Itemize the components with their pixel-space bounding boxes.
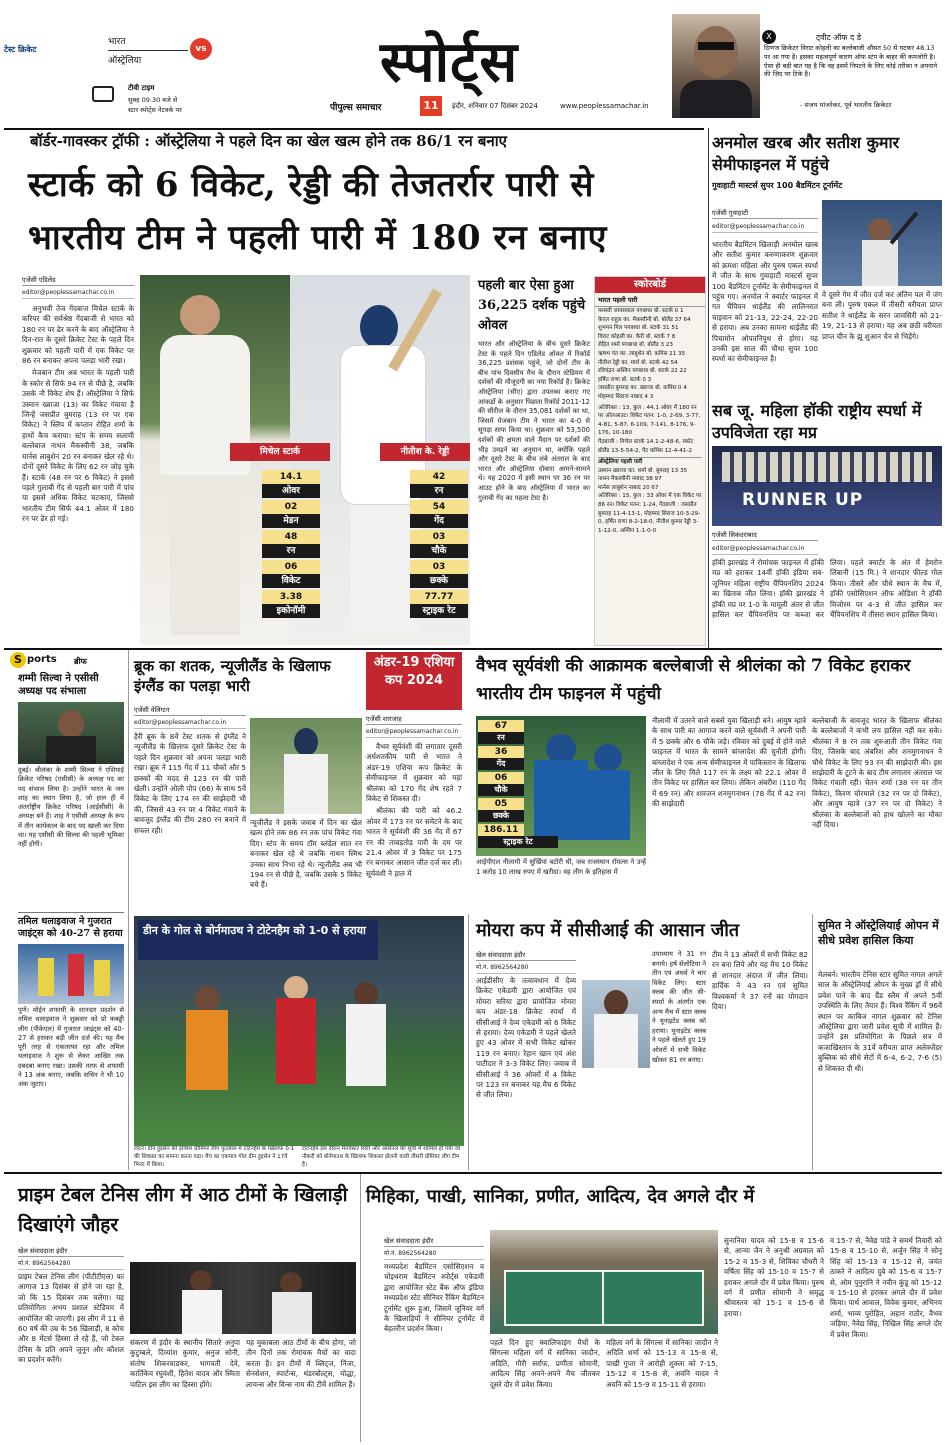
brief-1-body: दुबई। श्रीलंका के शम्मी सिल्वा ने एशियाई क्रिकेट परिषद (एसीसी) के अध्यक्ष पद का पद संभाल लिया है। उन्होंने भारत के जय शाह का स्थान लिया है, जो हाल ही में अंतर्राष्ट्रीय क्रिकेट परिषद (आईसीसी) के अध्यक्ष बने हैं। शाह ने एसीसी अध्यक्ष के रूप में तीन कार्यकाल के बाद पद खाली कर दिया था। यह एसीसी की सिल्वा की पहली भूमिका नहीं होगी। bbox=[18, 766, 124, 849]
player-photo bbox=[582, 980, 650, 1068]
shammi-silva-photo bbox=[18, 702, 124, 764]
badminton-headline: अनमोल खरब और सतीश कुमार सेमीफाइनल में पहुंचे bbox=[712, 133, 900, 174]
aus-total: अतिरिक्त : 15, कुल : 33 ओवर में एक विकेट पर 86 रन। विकेट पतन: 1-24, गेंदबाजी : जसप्रीत बुमराह 11-4-13-1, मोहम्मद सिराज 10-3-29-0, हर्षित राणा 8-2-18-0, नीतीश कुमार रेड्डी 3-1-12-0, अश्विन 1-1-0-0 bbox=[598, 493, 702, 534]
table-tennis-photo bbox=[130, 1262, 356, 1334]
u19-stat-label: गेंद bbox=[478, 758, 524, 770]
batting-row: ऋषभ पंत का. लाबुशेन बो. कमिंस 21 35 bbox=[598, 350, 686, 357]
batting-row: हर्षित राणा बो. स्टार्क 0 3 bbox=[598, 376, 652, 383]
kabaddi-photo bbox=[18, 944, 124, 1004]
sports-brief-logo: S bbox=[10, 652, 26, 668]
badm2-headline: मिहिका, पाखी, सानिका, प्रणीत, आदित्य, देव अगले दौर में bbox=[366, 1186, 755, 1207]
badminton-subhead: गुवाहाटी मास्टर्स सुपर 100 बैडमिंटन टूर्नामेंट bbox=[712, 181, 843, 190]
reddy-stat-label: चौके bbox=[410, 544, 468, 558]
moira-phone: मो.नं. 8962564280 bbox=[476, 962, 576, 974]
section-label: टेस्ट क्रिकेट bbox=[4, 45, 37, 54]
lead-body-para: मेजबान टीम अब भारत के पहली पारी के स्कोर से सिर्फ 94 रन से पीछे है, जबकि उसके नौ विकेट शेष हैं। ऑस्ट्रेलिया ने सिर्फ उस्मान ख्वाजा (13) का विकेट गंवाया है जिन्हें जसप्रीत बुमराह (13 रन पर एक विकेट) ने स्लिप में कप्तान रोहित शर्मा के हाथों कैच कराया। स्टंप के समय सलामी बल्लेबाज नाथन मैकस्वीनी 38, जबकि मार्नस लाबुशेन 20 रन बनाकर खेल रहे थे। दोनों दूसरे विकेट के लिए 62 रन जोड़ चुके हैं। स्टार्क (48 रन पर 6 विकेट) ने इससे पहले गुलाबी गेंद से पहली बार पारी में पांच या इससे अधिक विकेट चटकाए, जिससे भारतीय टीम सिर्फ 44.1 ओवर में 180 रन पर ढेर हो गई। bbox=[22, 368, 134, 524]
scoreboard-extras: अतिरिक्त : 13, कुल : 44.1 ओवर में 180 रन पर ऑलआउट। विकेट पतन: 1-0, 2-69, 3-77, 4-81, 5-87, 6-109, 7-141, 8-176, 9-176, 10-180 bbox=[598, 404, 701, 437]
prime-phone: मो.नं. 8962564280 bbox=[18, 1258, 124, 1270]
moira-body-2b bbox=[582, 1072, 706, 1170]
aus-row: नाथन मैकस्वीनी नाबाद 38 97 bbox=[598, 476, 662, 483]
scoreboard-header: भारत पहली पारी bbox=[595, 293, 705, 307]
prime-headline: प्राइम टेबल टेनिस लीग में आठ टीमों के खिलाड़ी दिखाएंगे जौहर bbox=[18, 1184, 348, 1236]
prime-body-2: संकरण में इंदौर के स्थानीय सितारे अनुपा कुटुम्बले, दिव्यांश कुमार, अनुज सोनी, संतोष शिकरवाडकर, भागवती देवे, कार्तिकेय रघुवंशी, हितेश यादव और स्मिता पाटिल इस लीग का हिस्सा होंगे। bbox=[130, 1338, 240, 1389]
hockey-body: हॉकी झारखंड ने रोमांचक फाइनल में हॉकी मप्र को हराकर 14वीं हॉकी इंडिया सब-जूनियर महिला राष्ट्रीय चैंपियनशिप 2024 का खिताब जीत लिया। हॉकी झारखंड ने हॉकी मप्र पर 1-0 के मामूली अंतर से जीत हासिल कर चैंपियनशिप पर कब्जा कर लिया। पहले क्वार्टर के अंत में हेमरोन लिंबानी (15 मि.) ने शानदार फील्ड गोल किया। तीसरे और चौथे स्थान के मैच में, हॉकी एसोसिएशन ऑफ ओडिशा ने हॉकी मिजोरम पर 4-3 से जीत हासिल कर चैंपियनशिप में तीसरा स्थान हासिल किया। bbox=[712, 558, 942, 620]
website: www.peoplessamachar.in bbox=[560, 102, 649, 110]
starc-stat-value: 06 bbox=[262, 560, 320, 574]
oval-crowd-body: भारत और ऑस्ट्रेलिया के बीच दूसरे क्रिकेट टेस्ट के पहले दिन एडिलेड ओवल में रिकॉर्ड 36,225 प्रशंसक पहुंचे, जो दोनों टीम के बीच पांच दिवसीय मैच के दौरान स्टेडियम में दर्शकों की मौजूदगी का नया रिकॉर्ड है। क्रिकेट ऑस्ट्रेलिया (सीए) द्वारा उपलब्ध कराए गए आंकड़ों के अनुसार पिछला रिकॉर्ड 2011-12 की सीरीज के दौरान 35,081 दर्शकों का था, जिसमें मेजबान टीम ने भारत का 4-0 से सूपड़ा साफ किया था। शुक्रवार को 53,500 दर्शकों की क्षमता वाले मैदान पर दर्शकों की भीड़ उमड़ने का अनुमान था, क्योंकि पहले और दूसरे टेस्ट के बीच लंबे अंतराल के बाद भारत और ऑस्ट्रेलिया दोबारा आमने-सामने थे। यह 2020 में इसी स्थान पर 36 रन पर आउट होने के बाद ऑस्ट्रेलिया में भारत का गुलाबी गेंद का पहला टेस्ट है। bbox=[478, 340, 590, 502]
u19-body-1 bbox=[366, 742, 462, 912]
masthead bbox=[0, 0, 945, 128]
prime-byline: खेल संवाददाता इंदौर bbox=[18, 1246, 124, 1257]
hockey-headline: सब जू. महिला हॉकी राष्ट्रीय स्पर्धा में उपविजेता रहा मप्र bbox=[712, 401, 922, 442]
batting-row: केएल राहुल का. मैकस्वीनी बो. बोलैंड 37 64 bbox=[598, 316, 691, 323]
u19-headline: वैभव सूर्यवंशी की आक्रामक बल्लेबाजी से श्रीलंका को 7 विकेट हराकर भारतीय टीम फाइनल में पहुंची bbox=[476, 656, 911, 704]
vs-badge: vs bbox=[190, 38, 212, 60]
brief-2-headline: तमिल थलाइवाज ने गुजरात जाइंट्स को 40-27 से हराया bbox=[18, 916, 123, 939]
tweet-author: - संजय मांजरेकर, पूर्व भारतीय क्रिकेटर bbox=[800, 101, 892, 109]
runner-up-banner: RUNNER UP bbox=[742, 490, 864, 510]
reddy-stat-label: गेंद bbox=[410, 514, 468, 528]
u19-para: वैभव सूर्यवंशी की लगातार दूसरी अर्धशतकीय पारी से भारत ने अंडर-19 एशिया कप क्रिकेट के सेमीफाइनल में शुक्रवार को यहां श्रीलंका को 170 गेंद शेष रहते 7 विकेट से शिकस्त दी। bbox=[366, 742, 462, 804]
u19-stat-value: 06 bbox=[478, 772, 524, 784]
u19-stat-label: रन bbox=[478, 732, 524, 744]
sports-brief-logo-text: ports bbox=[27, 654, 57, 665]
badm2-byline: खेल संवाददाता इंदौर bbox=[384, 1236, 484, 1247]
u19-stat-value: 186.11 bbox=[478, 824, 524, 836]
starc-stat-value: 02 bbox=[262, 500, 320, 514]
moira-body-3: टीम ने 13 ओवरों में सभी विकेट 82 रन बना लिये और यह मैच 10 विकेट से शानदार अंदाज में जीत लिया। हार्दिक ने 43 रन एवं सुमित विश्वकर्मा ने 37 रनों का योगदान दिया। bbox=[712, 950, 808, 1012]
page-title: स्पोर्ट्स bbox=[380, 29, 519, 95]
badm2-body-3: महिला वर्ग के सिंगल्स में सानिका जादौन ने अदिति शर्मा को 15-13 व 15-8 से, पाखी गुप्ता ने आरोही शुक्ला को 7-15, 15-12 व 15-8 से, अवनि यादव ने अवनि को 15-9 व 15-11 से हराया। bbox=[606, 1338, 718, 1389]
batting-row: रोहित शर्मा पगबाधा बो. बोलैंड 3 23 bbox=[598, 342, 673, 349]
moira-body-1: आईडीसीए के तत्वावधान में देव्य क्रिकेट एकेडमी द्वारा आयोजित एवं मोयरा सरिया द्वारा प्रायोजित मोयरा कप अंडर-18 क्रिकेट स्पर्धा में सीसीआई ने देव्य एकेडमी को 6 विकेट से हराया। देव्य एकेडमी ने पहले खेलते हुए 43 ओवर में सभी विकेट खोकर 119 रन बनाए। रेहान खान एवं अंश पाटीदार ने 3-3 विकेट लिए। जवाब में सीसीआई ने 36 ओवरों में 4 विकेट पर 123 रन बनाकर यह मैच 6 विकेट से जीत लिया। bbox=[476, 976, 576, 1100]
sumit-headline: सुमित ने ऑस्ट्रेलियाई ओपन में सीधे प्रवेश हासिल किया bbox=[818, 919, 939, 947]
tv-channel: स्टार स्पोर्ट्स नेटवर्क पर bbox=[128, 106, 182, 114]
u19-stat-label: छक्के bbox=[478, 810, 524, 822]
brief-2-body: पुणे। मोईन शफाघी के शानदार प्रदर्शन से तमिल थलाइवाज ने शुक्रवार को प्रो कबड्डी लीग (पीकेएल) में गुजरात जाइंट्स को 40-27 से हराकर बड़ी जीत दर्ज की। यह मैच पूरी तरह से एकतरफा रहा और तमिल थलाइवाज ने शुरू से लेकर आखिर तक दबदबा बनाए रखा। उसकी तरफ से शफाघी ने 13 अंक बनाए, जबकि सचिन ने भी 10 अंक जुटाए। bbox=[18, 1006, 124, 1089]
starc-stat-value: 48 bbox=[262, 530, 320, 544]
u19-title: अंडर-19 एशिया कप 2024 bbox=[366, 652, 462, 710]
reddy-stat-label: स्ट्राइक रेट bbox=[410, 604, 468, 618]
tweet-label: ट्वीट ऑफ द डे bbox=[816, 33, 862, 42]
lead-headline-2: भारतीय टीम ने पहली पारी में 180 रन बनाए bbox=[28, 218, 607, 258]
moira-byline: खेल संवाददाता इंदौर bbox=[476, 950, 576, 961]
hockey-byline: एजेंसी सिकंदराबाद bbox=[712, 530, 818, 541]
lead-body bbox=[22, 304, 134, 644]
brook-body-2: न्यूजीलैंड ने इसके जवाब में दिन का खेल खत्म होने तक 86 रन तक पांच विकेट गंवा दिए। स्टंप के समय टॉम ब्लंडेल सात रन बनाकर खेल रहे थे जबकि नाथन स्मिथ उनका साथ निभा रहे थे। न्यूजीलैंड अब भी 194 रन से पीछे है, जबकि उसके 5 विकेट बचे हैं। bbox=[250, 818, 362, 890]
brand-logo: पीपुल्स समाचार bbox=[330, 103, 382, 113]
moira-body-2: उपाध्याय ने 31 रन बनाये। हर्ष सेलोटिया ने तीन एवं अथर्व ने चार विकेट लिए। स्टार क्लब की जीत सी-स्पर्धा के अंतर्गत एक अन्य मैच में स्टार क्लब ने यूनाइटेड क्लब को हराया। यूनाइटेड क्लब ने पहले खेलते हुए 19 ओवरों में सभी विकेट खोकर 81 रन बनाए। bbox=[652, 950, 706, 1064]
badminton-email: editor@peoplessamachar.co.in bbox=[712, 222, 818, 233]
badminton-body-2: वे दूसरे गेम में जीत दर्ज कर अंतिम पल में जंग बना ली। पुरुष एकल में तीसरी वरीयता प्राप्त सतीश ने थाईलैंड के सरन जामसिरी को 21-19, 21-13 से हराया। यह अब छठी वरीयता प्राप्त चीन के झू शुआन चेन से भिड़ेंगे। bbox=[822, 290, 942, 341]
tv-time-label: टीवी टाइम bbox=[128, 84, 155, 92]
scoreboard-title: स्कोरबोर्ड bbox=[595, 277, 705, 293]
u19-col-3: नीलामी में उतरने वाले सबसे युवा खिलाड़ी बने। आयुष म्हात्रे के साथ पारी का आगाज करने वाले सूर्यवंशी ने अपनी पारी में 5 छक्के और 6 चौके जड़े। रविवार को दुबई में होने वाले फाइनल में भारत के सामने बांग्लादेश की चुनौती होगी। बांग्लादेश ने एक अन्य सेमीफाइनल में पाकिस्तान के खिलाफ जीत के लिए मिले 117 रन के लक्ष्य को 22.1 ओवर में तीन विकेट पर हासिल कर लिया। लेकिन अंबरीश (110 गेंद में 69 रन) और शारजन शनमुगनाथन (78 गेंद में 42 रन) की साझेदारी bbox=[652, 716, 806, 809]
starc-stat-label: ओवर bbox=[262, 484, 320, 498]
dateline: इंदौर, शनिवार 07 दिसंबर 2024 bbox=[452, 102, 538, 110]
brook-email: editor@peoplessamachar.co.in bbox=[134, 718, 246, 729]
badminton-photo bbox=[822, 200, 942, 286]
badminton-court-photo bbox=[490, 1230, 718, 1334]
team1-label: भारत bbox=[108, 37, 126, 47]
batting-row: विराट कोहली का. कैरी बो. स्टार्क 7 8 bbox=[598, 333, 676, 340]
badm2-body-2: पहले दिन हुए क्वालिफाइंग मैचों के सिंगल्स महिला वर्ग में सानिका जादौन, अदिति, गौरी सर्राफ, प्रणीता सोमानी, आदित्य सिंह अपने-अपने मैच जीतकर दूसरे दौर में प्रवेश किया। bbox=[490, 1338, 600, 1389]
batting-row: नीतीश रेड्डी का. मार्श बो. स्टार्क 42 54 bbox=[598, 359, 678, 366]
brook-photo bbox=[250, 718, 362, 814]
badm2-phone: मो.नं. 8962564280 bbox=[384, 1248, 484, 1260]
lead-email: editor@peoplessamachar.co.in bbox=[22, 288, 134, 299]
u19-byline: एजेंसी शारजाह bbox=[366, 714, 462, 725]
badm2-body-1: मध्यप्रदेश बैडमिंटन एसोसिएशन व चोइथराम बैडमिंटन स्पोर्ट्स एकेडमी द्वारा आयोजित स्टेट बैंक ऑफ इंडिया मध्यप्रदेश स्टेट सीनियर रैंकिंग बैडमिंटन टूर्नामेंट शुरू हुआ, जिसमें जूनियर वर्ग के खिलाड़ियों ने सीनियर टूर्नामेंट में बेहतरीन प्रदर्शन किया। bbox=[384, 1262, 484, 1334]
scoreboard bbox=[594, 276, 706, 646]
u19-caption: आईपीएल नीलामी में सुर्खियां बटोरी थी, जब राजस्थान रॉयल्स ने उन्हें 1 करोड़ 10 लाख रुपए में खरीदा। वह लीग के इतिहास में bbox=[476, 858, 646, 876]
reddy-stat-value: 42 bbox=[410, 470, 468, 484]
u19-email: editor@peoplessamachar.co.in bbox=[366, 727, 462, 738]
badm2-body-4: सुनानिया यादव को 15-8 व 15-6 से, आन्या जैन ने अनुश्री अग्रवाल को 15-2 व 15-3 से, शिविका चौधरी ने वर्षिता सिंह को 15-10 व 15-7 से हराकर अगले दौर में प्रवेश किया। पुरुष वर्ग में प्रणीत सोमानी ने समृद्ध श्रीवास्तव को 15-1 व 15-6 से हराया। bbox=[724, 1236, 824, 1318]
brook-headline: ब्रूक का शतक, न्यूजीलैंड के खिलाफ इंग्लैंड का पलड़ा भारी bbox=[134, 657, 331, 695]
batting-row: जसप्रीत बुमराह का. ख्वाजा बो. कमिंस 0 4 bbox=[598, 385, 687, 392]
lead-headline-1: स्टार्क को 6 विकेट, रेड्डी की तेजतर्रार पारी से bbox=[28, 165, 594, 205]
badm2-body-5: व 15-7 से, नैवेद्य पांडे ने समर्थ तिवारी को 15-8 व 15-10 से, अर्जुन सिंह ने सोनू सिंह को 15-13 व 15-12 से, जयंत ठाकरे ने आदित्य दुबे को 15-6 व 15-7 से, ओम पुनुरानि ने नवीन कुंडू को 15-12 व 15-10 से हराकर अगले दौर में प्रवेश किया। पार्थ आवाल, विवेक कुमार, अभिनय शर्मा, भाव्य पुरोहित, अहान राठौर, वैभव जड़िया, नैवेद्य सिंह, निखिल सिंह अगले दौर में प्रवेश किया। bbox=[830, 1236, 942, 1339]
page-number: 11 bbox=[420, 96, 442, 116]
hockey-photo bbox=[712, 446, 942, 526]
tv-icon bbox=[92, 86, 114, 102]
brook-body-1: हैरी ब्रूक के 8वें टेस्ट शतक से इंग्लैंड ने न्यूजीलैंड के खिलाफ दूसरे क्रिकेट टेस्ट के पहले दिन शुक्रवार को अपना पलड़ा भारी रखा। ब्रूक ने 115 गेंद में 11 चौकों और 5 छक्कों की मदद से 123 रन की पारी खेली। उन्होंने ओली पोप (66) के साथ 5वें विकेट के लिए 174 रन की साझेदारी भी की, जिससे 43 रन पर 4 विकेट गंवाने के बावजूद इंग्लैंड की टीम 280 रन बनाने में सफल रही। bbox=[134, 732, 246, 835]
moira-headline: मोयरा कप में सीसीआई की आसान जीत bbox=[476, 920, 740, 941]
reddy-caption: नीतीश के. रेड्डी bbox=[380, 443, 470, 461]
x-logo-icon: X bbox=[762, 30, 776, 44]
badminton-byline: एजेंसी गुवाहाटी bbox=[712, 208, 818, 219]
u19-stat-value: 67 bbox=[478, 720, 524, 732]
u19-stat-label: चौके bbox=[478, 784, 524, 796]
prime-body-1: प्राइम टेबल टेनिस लीग (पीटीटीएल) का आगाज 13 दिसंबर से होने जा रहा है, जो कि 15 दिसंबर तक चलेगा। यह प्रतियोगिता अभय प्रशाल स्टेडियम में आयोजित की जाएगी। इस लीग में 11 से 60 वर्ष की उम्र के 56 खिलाड़ी, 8 कोच और 8 मेंटर्स हिस्सा ले रहे हैं, जो टेबल टेनिस के प्रति अपने जुनून और कौशल का प्रदर्शन करेंगे। bbox=[18, 1272, 124, 1365]
lead-byline: एजेंसी एडिलेड bbox=[22, 275, 134, 286]
starc-stat-label: रन bbox=[262, 544, 320, 558]
football-caption-2: टोटेनहैम इस दौरान मैनचेस्टर सिटी और आर्सनल की सूची में शामिल हो गया जो नौकरी को बोर्नमाउथ के खिलाफ शिकस्त झेलनी वाली तीसरी प्रीमियर लीग टीम है। bbox=[302, 1146, 461, 1168]
tweet-text: दिग्गज क्रिकेटर विराट कोहली का बल्लेबाजी औसत 50 से घटकर 48.13 पर आ गया है। इसका महत्वपूर्ण कारण ऑफ स्टंप के बाहर की कमजोरी है। ऐसा ही बड़ी बात यह है कि वह इसमें निपटने के लिए कोई तरीका न अपनाने की ज़िद पर टिके है। bbox=[764, 44, 937, 79]
u19-stat-value: 36 bbox=[478, 746, 524, 758]
sports-brief-label: ब्रीफ bbox=[74, 657, 87, 666]
scoreboard-rows bbox=[595, 307, 705, 535]
tv-time: सुबह 09.30 बजे से bbox=[128, 96, 178, 104]
u19-para: श्रीलंका की पारी को 46.2 ओवर में 173 रन पर समेटने के बाद भारत ने सूर्यवंशी की 36 गेंद में 67 रन की ताबड़तोड़ पारी के दम पर 21.4 ओवर में 3 विकेट पर 175 रन बनाकर आसान जीत दर्ज कर ली। सूर्यवंशी ने हाल में bbox=[366, 806, 462, 878]
tweet-author-photo bbox=[672, 14, 760, 118]
badminton-body: भारतीय बैडमिंटन खिलाड़ी अनमोल खरब और सतीश कुमार करुणाकरण शुक्रवार को क्रमशः महिला और पुरुष एकल स्पर्धा में जीत के साथ गुवाहाटी मास्टर्स सुपर 100 बैडमिंटन टूर्नामेंट के सेमीफाइनल में पहुंच गए। अनमोल ने क्वार्टर फाइनल में गत चैंपियन थाईलैंड की लालिनरात चाइवान को 21-13, 22-24, 22-20 से हराया। अब उनका सामना थाईलैंड की पिचामोन ओपतनिपुथ से होगा। यह उनकी इस साल की चौथा सुपर 100 स्पर्धा का सेमीफाइनल है। bbox=[712, 240, 818, 364]
starc-stat-value: 3.38 bbox=[262, 590, 320, 604]
starc-caption: मिचेल स्टार्क bbox=[230, 443, 330, 461]
brief-1-headline: शम्मी सिल्वा ने एसीसी अध्यक्ष पद संभाला bbox=[18, 673, 99, 697]
football-banner: डीन के गोल से बोर्नमाउथ ने टोटेनहैम को 1-0 से हराया bbox=[138, 920, 378, 960]
reddy-stat-value: 54 bbox=[410, 500, 468, 514]
reddy-stat-value: 77.77 bbox=[410, 590, 468, 604]
reddy-stat-label: छक्के bbox=[410, 574, 468, 588]
starc-stat-value: 14.1 bbox=[262, 470, 320, 484]
reddy-stat-value: 03 bbox=[410, 560, 468, 574]
batting-row: यशस्वी जायसवाल पगबाधा बो. स्टार्क 0 1 bbox=[598, 308, 684, 314]
u19-col-4: बल्लेबाजी के बावजूद भारत के खिलाफ श्रीलंका के बल्लेबाजों ने कभी लय हासिल नहीं कर सके। श्रीलंका ने 8 रन तक शुरुआती तीन विकेट गंवा दिए, जिसके बाद अंबरिश और शनमुगनाथन ने चौथे विकेट के लिए 93 रन की साझेदारी की। इस साझेदारी के टूटने के बाद टीम लगातार अंतराल पर विकेट गंवाती रही। चेतन शर्मा (38 रन पर तीन विकेट), किरण चोरमाले (32 रन पर दो विकेट), और आयुष म्हात्रे (37 रन पर दो विकेट) ने श्रीलंका के बल्लेबाजों को हाथ खोलने का मौका नहीं दिया। bbox=[812, 716, 942, 830]
sumit-body: मेलबर्न। भारतीय टेनिस स्टार सुमित नागल अगले साल के ऑस्ट्रेलियाई ओपन के मुख्य ड्रॉ में सीधे प्रवेश पाने के बाद ग्रैंड स्लैम में अपने 5वीं उपस्थिति के लिए तैयार हैं। विश्व रैंकिंग में 96वें स्थान पर काबिज नागल शुक्रवार को टेनिस ऑस्ट्रेलिया द्वारा जारी प्रवेश सूची में शामिल हैं। उन्होंने इस प्रतियोगिता के पिछले सत्र में कजाखिस्तान के 31वें वरीयता प्राप्त अलेक्जेंडर बुब्लिक को सीधे सेटों में 6-4, 6-2, 7-6 (5) से शिकस्त दी थी। bbox=[818, 970, 942, 1073]
aus-header: ऑस्ट्रेलिया पहली पारी bbox=[598, 457, 702, 467]
hockey-email: editor@peoplessamachar.co.in bbox=[712, 544, 818, 555]
lead-kicker: बॉर्डर-गावस्कर ट्रॉफी : ऑस्ट्रेलिया ने पहले दिन का खेल खत्म होने तक 86/1 रन बनाए bbox=[30, 132, 507, 150]
scoreboard-bowling: गेंदबाजी : मिचेल स्टार्क 14.1-2-48-6, स्कॉट बोलैंड 13-5-54-2, पैट कमिंस 12-4-41-2 bbox=[598, 438, 694, 454]
prime-body-3: यह मुकाबला आठ टीमों के बीच होगा, जो तीन दिनों तक रोमांचक मैचों का वादा करता है। इन टीमों में ब्लिट्ज, निंजा, सेनसेशन, स्पार्टन्स, थंडरबोल्ट्स, योद्धा, लायन्स और विन्स नाम की टीमें शामिल हैं। bbox=[246, 1338, 356, 1389]
team2-label: ऑस्ट्रेलिया bbox=[108, 50, 188, 66]
starc-stat-label: मेडन bbox=[262, 514, 320, 528]
reddy-stat-value: 03 bbox=[410, 530, 468, 544]
football-caption-1: लंदन। डीन हुइसेन की इंग्लिश प्रीमियर लीग फुटबॉल में टोटेनहैम के खिलाफ 0-1 की शिकस्त का सामना करना पड़ा। मैच का एकमात्र गोल डीन हुइसेन ने 17वें मिनट में किया। bbox=[134, 1146, 295, 1168]
lead-body-para: अनुभवी तेज गेंदबाज मिचेल स्टार्क के करियर की सर्वश्रेष्ठ गेंदबाजी से भारत को 180 रन पर ढेर करने के बाद ऑस्ट्रेलिया ने दिन-रात के दूसरे क्रिकेट टेस्ट के पहले दिन शुक्रवार को पहली पारी में एक विकेट पर 86 रन बनाकर अपना पलड़ा भारी रखा। bbox=[22, 304, 134, 366]
reddy-stat-label: रन bbox=[410, 484, 468, 498]
u19-stat-label: स्ट्राइक रेट bbox=[478, 836, 558, 848]
batting-row: रविचंद्रन अश्विन पगबाधा बो. स्टार्क 22 22 bbox=[598, 368, 687, 375]
oval-crowd-headline: पहली बार ऐसा हुआ 36,225 दर्शक पहुंचे ओवल bbox=[478, 278, 586, 333]
batting-row: मोहम्मद सिराज नाबाद 4 3 bbox=[598, 393, 654, 400]
aus-row: मार्नस लाबुशेन नाबाद 20 67 bbox=[598, 484, 659, 491]
batting-row: शुभमन गिल पगबाधा बो. स्टार्क 31 51 bbox=[598, 325, 679, 332]
starc-stat-label: इकोनॉमी bbox=[262, 604, 320, 618]
u19-stat-value: 05 bbox=[478, 798, 524, 810]
aus-row: उस्मान ख्वाजा का. शर्मा बो. बुमराह 13 35 bbox=[598, 467, 688, 474]
brook-byline: एजेंसी वेलिंग्टन bbox=[134, 705, 246, 716]
starc-stat-label: विकेट bbox=[262, 574, 320, 588]
